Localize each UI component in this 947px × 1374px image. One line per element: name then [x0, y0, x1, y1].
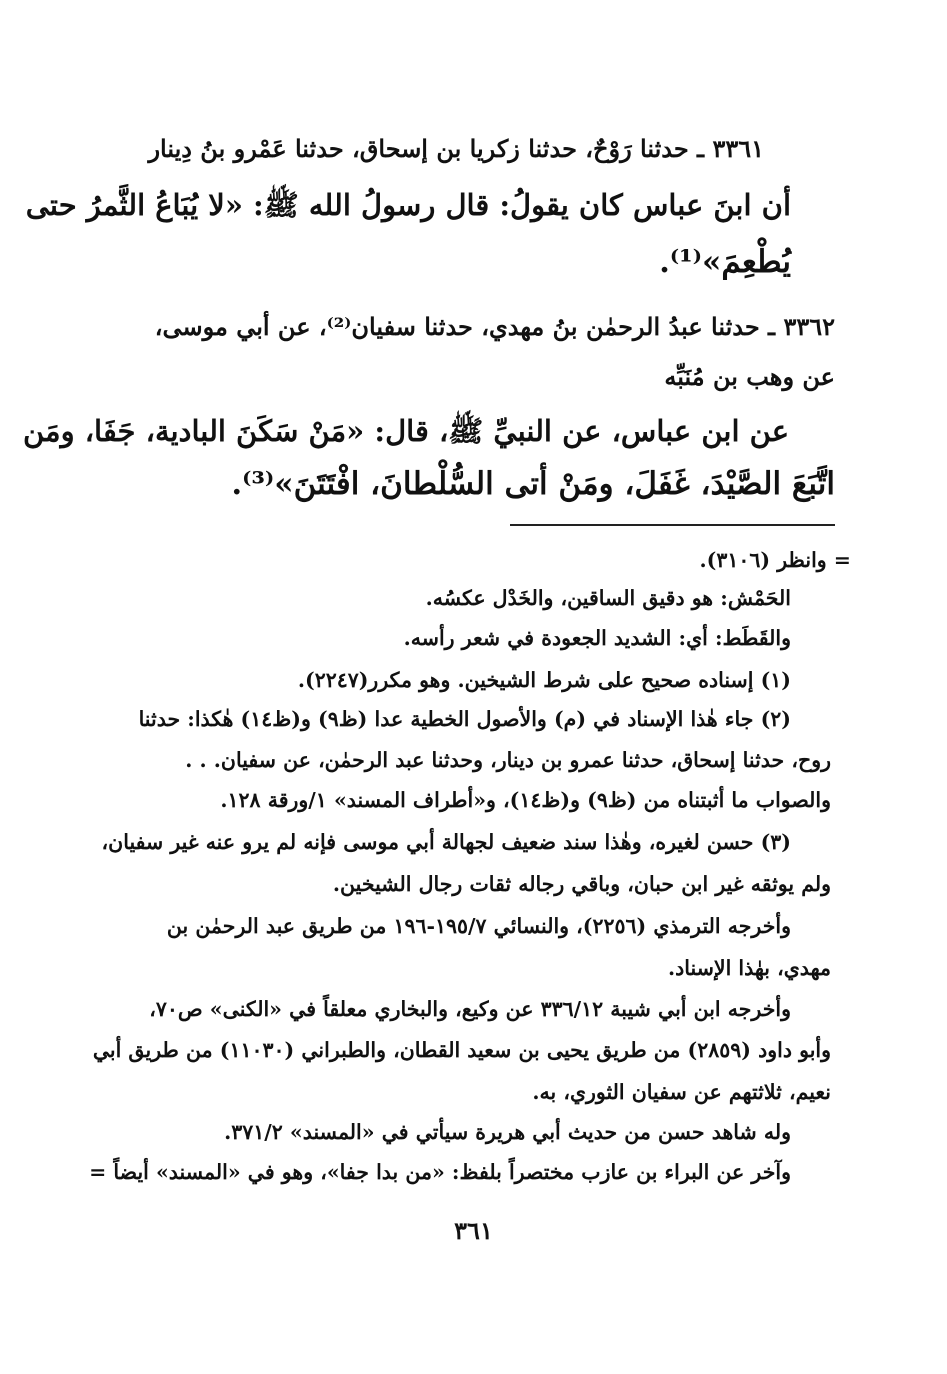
footnote-line-8: (٣) حسن لغيره، وهٰذا سند ضعيف لجهالة أبي موسى فإنه لم يرو عنه غير سفيان،: [101, 830, 791, 854]
hadith-3362-matn-line-1: عن ابن عباس، عن النبيِّ ﷺ، قال: «مَنْ سَكَنَ البادية، جَفَا، ومَن: [22, 414, 789, 448]
footnote-line-4: (١) إسناده صحيح على شرط الشيخين. وهو مكرر(٢٢٤٧).: [297, 668, 791, 692]
footnote-line-1: = وانظر (٣١٠٦).: [699, 548, 851, 572]
footnote-line-14: نعيم، ثلاثتهم عن سفيان الثوري، به.: [532, 1080, 831, 1104]
footnote-line-3: والقَطَط: أي: الشديد الجعودة في شعر رأسه.: [403, 626, 791, 650]
footnote-line-5: (٢) جاء هٰذا الإسناد في (م) والأصول الخطية عدا (ظ٩) و(ظ١٤) هٰكذا: حدثنا: [138, 707, 791, 731]
footnote-separator: [510, 524, 835, 526]
hadith-3361-isnad-line-1: ٣٣٦١ ـ حدثنا رَوْحٌ، حدثنا زكريا بن إسحاق، حدثنا عَمْرو بنُ دِينار: [148, 134, 764, 163]
hadith-3361-matn-line-1: أن ابنَ عباس كان يقولُ: قال رسولُ الله ﷺ: «لا يُبَاعُ الثَّمرُ حتى: [25, 188, 791, 222]
footnote-line-6: روح، حدثنا إسحاق، حدثنا عمرو بن دينار، وحدثنا عبد الرحمٰن، عن سفيان. . .: [185, 748, 831, 772]
footnote-line-13: وأبو داود (٢٨٥٩) من طريق يحيى بن سعيد القطان، والطبراني (١١٠٣٠) من طريق أبي: [92, 1038, 831, 1062]
footnote-line-2: الحَمْش: هو دقيق الساقين، والخَدْل عكسُه.: [425, 586, 791, 610]
footnote-line-12: وأخرجه ابن أبي شيبة ٣٣٦/١٢ عن وكيع، والبخاري معلقاً في «الكنى» ص٧٠،: [149, 997, 791, 1021]
footnote-line-15: وله شاهد حسن من حديث أبي هريرة سيأتي في «المسند» ٣٧١/٢.: [224, 1120, 791, 1144]
hadith-3361-matn-line-2: يُطْعِمَ»⁽¹⁾.: [659, 244, 791, 280]
footnote-line-11: مهدي، بهٰذا الإسناد.: [668, 956, 831, 980]
page-number: ٣٦١: [454, 1216, 493, 1245]
hadith-3362-isnad-line-1: ٣٣٦٢ ـ حدثنا عبدُ الرحمٰن بنُ مهدي، حدثنا سفيان⁽²⁾، عن أبي موسى،: [154, 312, 835, 341]
footnote-line-7: والصواب ما أثبتناه من (ظ٩) و(ظ١٤)، و«أطراف المسند» ١/ورقة ١٢٨.: [220, 788, 831, 812]
hadith-3362-matn-line-2: اتَّبَعَ الصَّيْدَ، غَفَلَ، ومَنْ أتى السُّلْطانَ، افْتَتَنَ»⁽³⁾.: [231, 466, 835, 502]
footnote-line-10: وأخرجه الترمذي (٢٢٥٦)، والنسائي ١٩٥/٧-١٩٦ من طريق عبد الرحمٰن بن: [166, 914, 791, 938]
footnote-line-9: ولم يوثقه غير ابن حبان، وباقي رجاله ثقات رجال الشيخين.: [332, 872, 831, 896]
footnote-line-16: وآخر عن البراء بن عازب مختصراً بلفظ: «من بدا جفا»، وهو في «المسند» أيضاً =: [89, 1160, 791, 1184]
hadith-3362-isnad-line-2: عن وهب بن مُنَبِّه: [664, 362, 835, 391]
